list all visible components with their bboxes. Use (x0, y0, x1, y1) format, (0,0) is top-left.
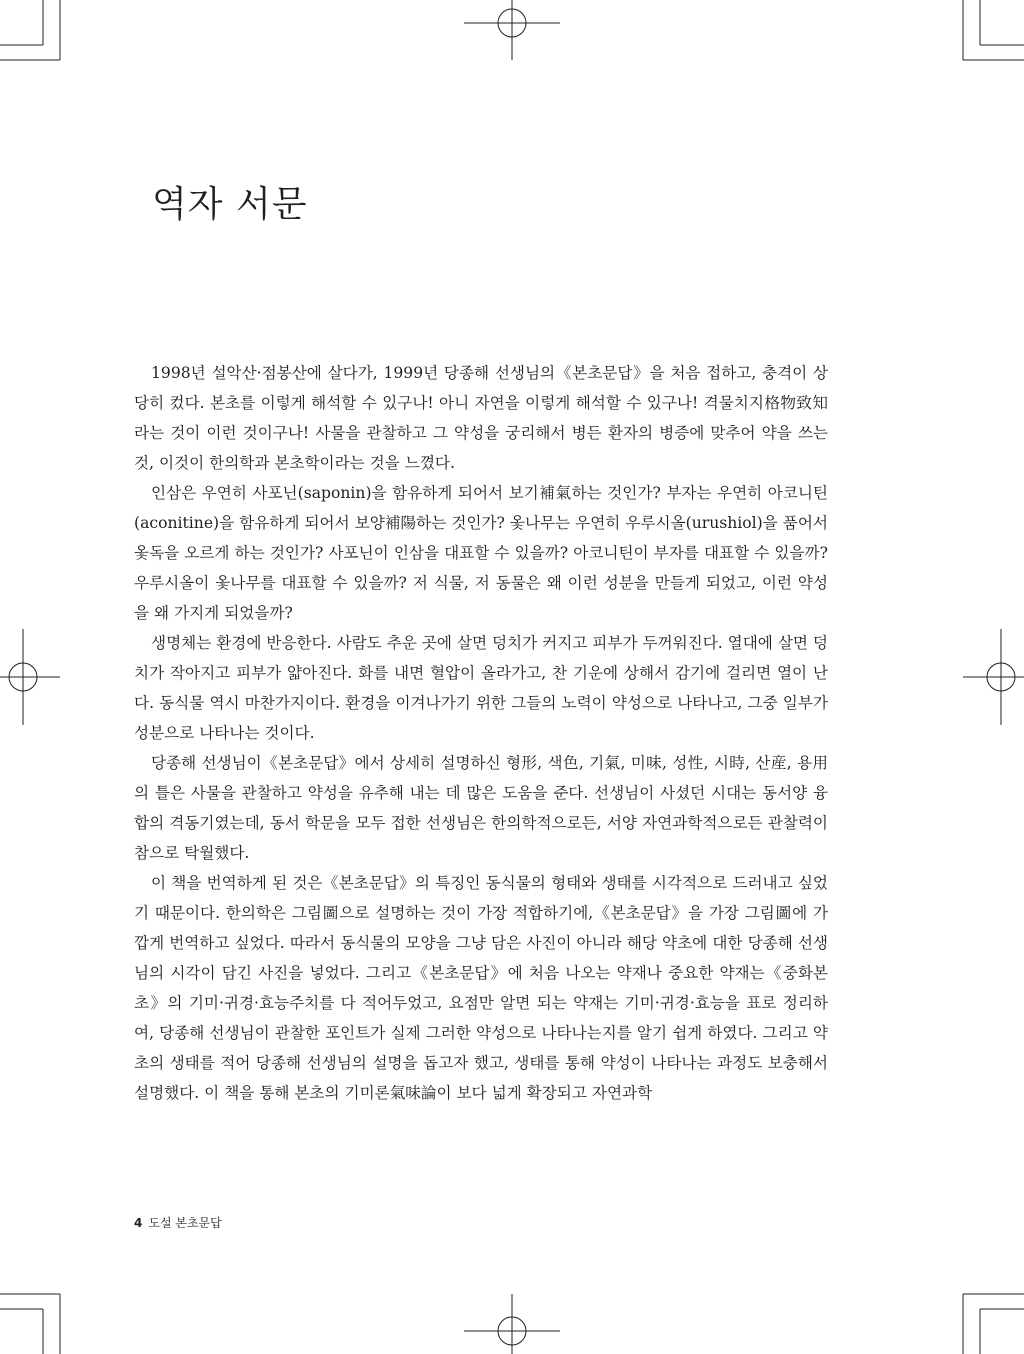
page-number: 4 (134, 1216, 143, 1230)
left-registration-mark (0, 629, 60, 725)
paragraph: 이 책을 번역하게 된 것은《본초문답》의 특징인 동식물의 형태와 생태를 시각적으로 드러내고 싶었기 때문이다. 한의학은 그림圖으로 설명하는 것이 가장 적합하기에,《본초문답》을 가장 그림圖에 가깝게 번역하고 싶었다. 따라서 동식물의 모양을 그냥 담은 사진이 아니라 해당 약초에 대한 당종해 선생님의 시각이 담긴 사진을 넣었다. 그리고《본초문답》에 처음 나오는 약재나 중요한 약재는《중화본초》의 기미·귀경·효능주치를 다 적어두었고, 요점만 알면 되는 약재는 기미·귀경·효능을 표로 정리하여, 당종해 선생님이 관찰한 포인트가 실제 그러한 약성으로 나타나는지를 알기 쉽게 하였다. 그리고 약초의 생태를 적어 당종해 선생님의 설명을 돕고자 했고, 생태를 통해 약성이 나타나는 과정도 보충해서 설명했다. 이 책을 통해 본초의 기미론氣味論이 보다 넓게 확장되고 자연과학 (134, 874, 828, 1102)
page-footer (134, 1214, 222, 1231)
top-left-crop-mark (0, 0, 60, 60)
page-title: 역자 서문 (152, 184, 308, 225)
paragraph: 생명체는 환경에 반응한다. 사람도 추운 곳에 살면 덩치가 커지고 피부가 두꺼워진다. 열대에 살면 덩치가 작아지고 피부가 얇아진다. 화를 내면 혈압이 올라가고, 찬 기운에 상해서 감기에 걸리면 열이 난다. 동식물 역시 마찬가지이다. 환경을 이겨나가기 위한 그들의 노력이 약성으로 나타나고, 그중 일부가 성분으로 나타나는 것이다. (134, 634, 828, 742)
bottom-right-crop-mark (963, 1294, 1024, 1354)
top-right-crop-mark (963, 0, 1024, 60)
paragraph: 1998년 설악산·점봉산에 살다가, 1999년 당종해 선생님의《본초문답》을 처음 접하고, 충격이 상당히 컸다. 본초를 이렇게 해석할 수 있구나! 아니 자연을 이렇게 해석할 수 있구나! 격물치지格物致知라는 것이 이런 것이구나! 사물을 관찰하고 그 약성을 궁리해서 병든 환자의 병증에 맞추어 약을 쓰는 것, 이것이 한의학과 본초학이라는 것을 느꼈다. (134, 364, 828, 472)
bottom-left-crop-mark (0, 1294, 60, 1354)
paragraph: 인삼은 우연히 사포닌(saponin)을 함유하게 되어서 보기補氣하는 것인가? 부자는 우연히 아코니틴(aconitine)을 함유하게 되어서 보양補陽하는 것인가? 옻나무는 우연히 우루시올(urushiol)을 품어서 옻독을 오르게 하는 것인가? 사포닌이 인삼을 대표할 수 있을까? 아코니틴이 부자를 대표할 수 있을까? 우루시올이 옻나무를 대표할 수 있을까? 저 식물, 저 동물은 왜 이런 성분을 만들게 되었고, 이런 약성을 왜 가지게 되었을까? (134, 484, 828, 622)
right-registration-mark (963, 629, 1024, 725)
body-text (134, 358, 828, 1108)
bottom-registration-mark (464, 1294, 560, 1354)
running-title: 도설 본초문답 (148, 1216, 222, 1230)
paragraph: 당종해 선생님이《본초문답》에서 상세히 설명하신 형形, 색色, 기氣, 미味, 성性, 시時, 산産, 용用의 틀은 사물을 관찰하고 약성을 유추해 내는 데 많은 도움을 준다. 선생님이 사셨던 시대는 동서양 융합의 격동기였는데, 동서 학문을 모두 접한 선생님은 한의학적으로든, 서양 자연과학적으로든 관찰력이 참으로 탁월했다. (134, 754, 828, 862)
top-registration-mark (464, 0, 560, 60)
